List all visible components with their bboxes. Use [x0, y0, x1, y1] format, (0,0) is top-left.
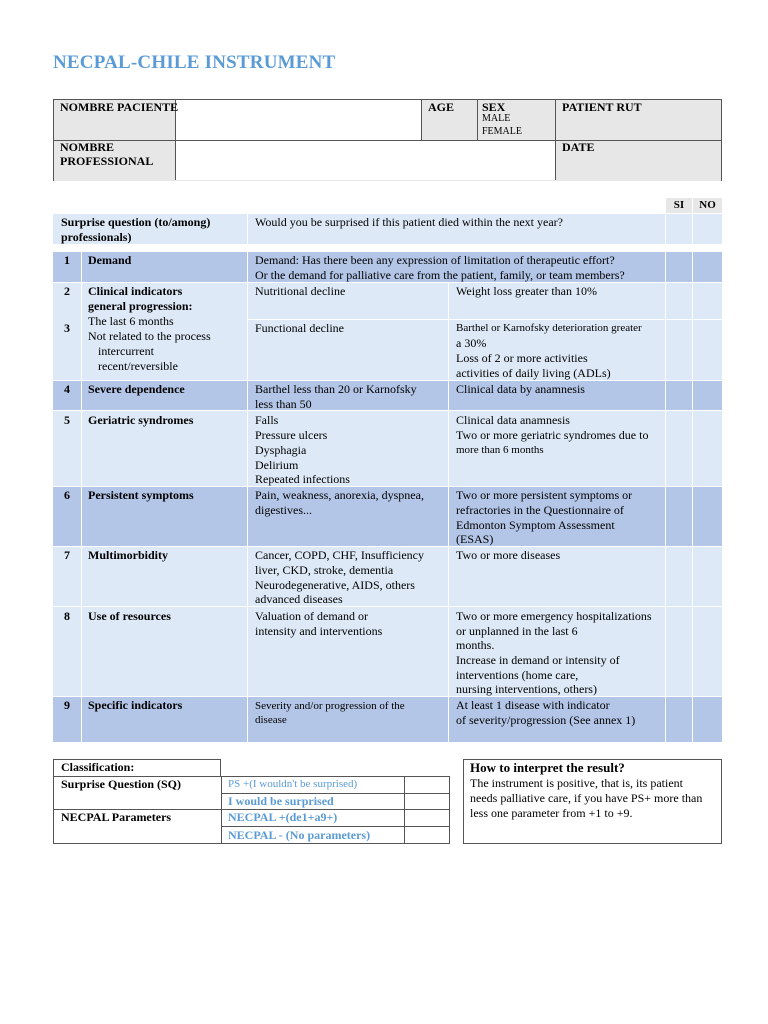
professional-label-line2: PROFESSIONAL — [60, 154, 154, 168]
repeated-infections-text: Repeated infections — [255, 472, 350, 486]
row-number: 6 — [64, 488, 70, 502]
page-title: NECPAL-CHILE INSTRUMENT — [53, 52, 336, 73]
row-number: 4 — [64, 382, 70, 396]
digestives-text: digestives... — [255, 503, 312, 517]
patient-name-field[interactable] — [176, 100, 422, 140]
necpal-minus-check-cell[interactable] — [405, 827, 449, 843]
clinical-indicators-label: Clinical indicators — [88, 284, 183, 298]
multimorbidity-line3: Neurodegenerative, AIDS, others — [255, 578, 415, 592]
multimorbidity-line2: liver, CKD, stroke, dementia — [255, 563, 394, 577]
professional-name-field[interactable] — [176, 141, 555, 180]
weight-loss-text: Weight loss greater than 10% — [456, 284, 597, 298]
surprise-no-cell[interactable] — [693, 214, 722, 244]
date-label: DATE — [562, 140, 595, 154]
last-6-months-line: The last 6 months — [88, 314, 174, 328]
persistent-line3: Edmonton Symptom Assessment — [456, 518, 615, 532]
valuation-line2: intensity and interventions — [255, 624, 383, 638]
adl-text: activities of daily living (ADLs) — [456, 366, 611, 380]
delirium-text: Delirium — [255, 458, 299, 472]
sq-label: Surprise Question (SQ) — [61, 777, 182, 791]
general-progression-label: general progression: — [88, 299, 193, 313]
two-diseases-text: Two or more diseases — [456, 548, 561, 562]
surprise-label-line2: professionals) — [61, 230, 132, 244]
more-6-months-text: more than 6 months — [456, 444, 544, 456]
si-column-header: SI — [666, 198, 692, 213]
pain-text: Pain, weakness, anorexia, dyspnea, — [255, 488, 424, 502]
two-geriatric-text: Two or more geriatric syndromes due to — [456, 428, 649, 442]
severe-dependence-label: Severe dependence — [88, 382, 185, 396]
sex-label: SEX — [482, 100, 506, 114]
last-6-months-text — [88, 314, 230, 329]
dysphagia-text: Dysphagia — [255, 443, 307, 457]
sex-female-option[interactable]: FEMALE — [482, 126, 522, 137]
row-number: 7 — [64, 548, 70, 562]
resources-line3: months. — [456, 638, 495, 652]
use-of-resources-label: Use of resources — [88, 609, 171, 623]
surprise-question-text: Would you be surprised if this patient died within the next year? — [255, 215, 563, 229]
interpretation-line2: needs palliative care, if you have PS+ more than — [470, 791, 703, 805]
necpal-plus-check-cell[interactable] — [405, 810, 449, 826]
barthel-karnofsky-text: Barthel or Karnofsky deterioration greater — [456, 322, 642, 334]
necpal-option-plus[interactable]: NECPAL +(de1+a9+) — [228, 810, 338, 824]
persistent-symptoms-label: Persistent symptoms — [88, 488, 194, 502]
sq-option-ps-plus[interactable]: PS +(I wouldn't be surprised) — [228, 778, 358, 790]
thirty-percent-text: a 30% — [456, 336, 487, 350]
functional-decline-text: Functional decline — [255, 321, 344, 335]
clinical-data-anamnesis-text: Clinical data by anamnesis — [456, 382, 585, 396]
multimorbidity-line4: advanced diseases — [255, 592, 343, 606]
resources-line6: nursing interventions, others) — [456, 682, 597, 696]
persistent-line1: Two or more persistent symptoms or — [456, 488, 633, 502]
pressure-ulcers-text: Pressure ulcers — [255, 428, 328, 442]
row-number: 5 — [64, 413, 70, 427]
not-related-text: Not related to the process — [88, 329, 211, 343]
less-than-50-text: less than 50 — [255, 397, 312, 411]
patient-info-table — [53, 99, 722, 181]
patient-name-label: NOMBRE PACIENTE — [60, 100, 179, 114]
loss-activities-text: Loss of 2 or more activities — [456, 351, 588, 365]
nutritional-decline-text: Nutritional decline — [255, 284, 346, 298]
specific-indicators-label: Specific indicators — [88, 698, 183, 712]
interpretation-line1: The instrument is positive, that is, its patient — [470, 776, 683, 790]
row-number: 9 — [64, 698, 70, 712]
resources-line2: or unplanned in the last 6 — [456, 624, 578, 638]
row-number: 8 — [64, 609, 70, 623]
no-column-header: NO — [693, 198, 722, 213]
sq-surprised-check-cell[interactable] — [405, 794, 449, 809]
row-number: 2 — [64, 284, 70, 298]
multimorbidity-line1: Cancer, COPD, CHF, Insufficiency — [255, 548, 424, 562]
classification-heading: Classification: — [61, 760, 135, 774]
sq-option-surprised[interactable]: I would be surprised — [228, 794, 334, 808]
at-least-line2: of severity/progression (See annex 1) — [456, 713, 636, 727]
resources-line4: Increase in demand or intensity of — [456, 653, 620, 667]
interpretation-line3: less one parameter from +1 to +9. — [470, 806, 633, 820]
necpal-parameters-label: NECPAL Parameters — [61, 810, 172, 824]
persistent-line2: refractories in the Questionnaire of — [456, 503, 624, 517]
resources-line1: Two or more emergency hospitalizations — [456, 609, 652, 623]
professional-label-line1: NOMBRE — [60, 140, 114, 154]
severity-line1: Severity and/or progression of the — [255, 700, 405, 712]
severity-line2: disease — [255, 714, 287, 726]
surprise-si-cell[interactable] — [666, 214, 692, 244]
sq-ps-plus-check-cell[interactable] — [405, 777, 449, 793]
at-least-line1: At least 1 disease with indicator — [456, 698, 610, 712]
intercurrent-text: intercurrent — [98, 344, 154, 358]
sex-male-option[interactable]: MALE — [482, 113, 511, 124]
demand-desc-line1: Demand: Has there been any expression of limitation of therapeutic effort? — [255, 253, 615, 267]
interpretation-heading: How to interpret the result? — [470, 760, 625, 775]
geriatric-syndromes-label: Geriatric syndromes — [88, 413, 194, 427]
barthel-less-20-text: Barthel less than 20 or Karnofsky — [255, 382, 417, 396]
multimorbidity-label: Multimorbidity — [88, 548, 168, 562]
clinical-data-text: Clinical data anamnesis — [456, 413, 570, 427]
resources-line5: interventions (home care, — [456, 668, 579, 682]
falls-text: Falls — [255, 413, 279, 427]
recent-reversible-text: recent/reversible — [98, 359, 178, 373]
surprise-label-line1: Surprise question (to/among) — [61, 215, 211, 229]
necpal-option-minus[interactable]: NECPAL - (No parameters) — [228, 828, 371, 842]
row-number: 3 — [64, 321, 70, 335]
patient-rut-label: PATIENT RUT — [562, 100, 642, 114]
row-number: 1 — [64, 253, 70, 267]
demand-desc-line2: Or the demand for palliative care from the patient, family, or team members? — [255, 268, 625, 282]
valuation-line1: Valuation of demand or — [255, 609, 368, 623]
persistent-line4: (ESAS) — [456, 532, 494, 546]
demand-label: Demand — [88, 253, 132, 267]
age-label: AGE — [428, 100, 455, 114]
